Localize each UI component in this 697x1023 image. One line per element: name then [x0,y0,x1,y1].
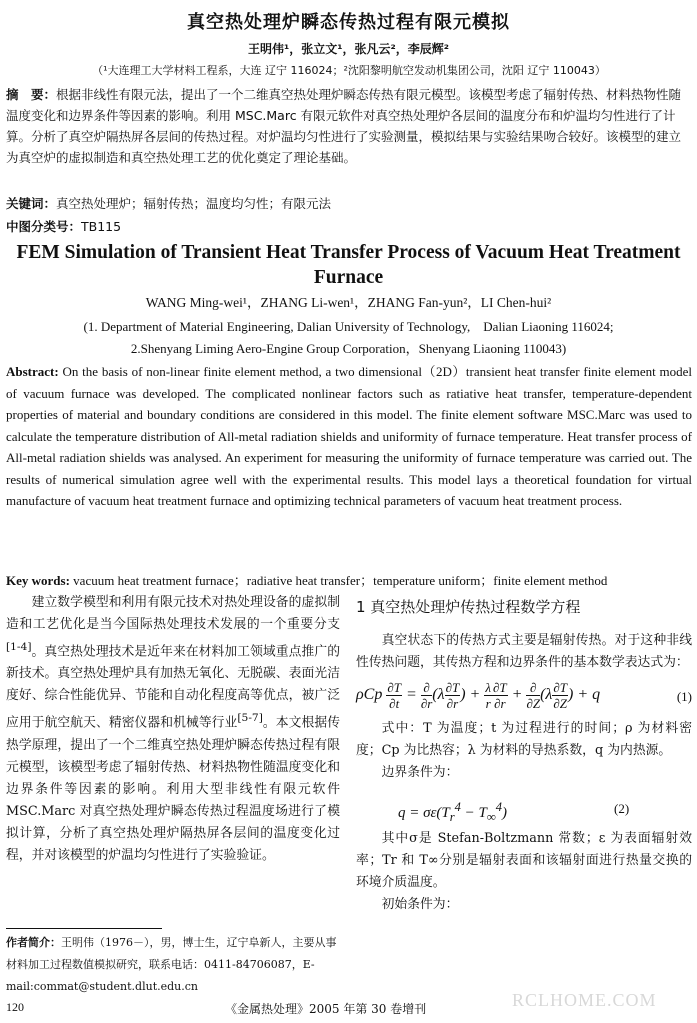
paragraph-1: 真空状态下的传热方式主要是辐射传热。对于这种非线性传热问题，其传热方程和边界条件的基本数学表达式为： [356,633,692,670]
classification-label: 中图分类号： [6,219,82,234]
abstract-en-label: Abstract: [6,364,59,379]
paragraph-4: 其中σ是 Stefan-Boltzmann 常数；ε 为表面辐射效率；Tr 和 T∞分别是辐射表面和该辐射面进行热量交换的环境介质温度。 [356,831,692,890]
affiliation-en-line-1: (1. Department of Material Engineering, Dalian University of Technology, Dalian Liaoning 116024; [83,319,614,334]
abstract-cn-text: 根据非线性有限元法，提出了一个二维真空热处理炉瞬态传热有限元模型。该模型考虑了辐射传热、材料热物性随温度变化和边界条件等因素的影响。利用 MSC.Marc 有限元软件对真空热处理炉各层间的温度分布和炉温均匀性进行了计算。分析了真空炉隔热屏各层间的传热过程。对炉温均匀性进行了实验测量，模拟结果与实验结果吻合较好。该模型的建立为真空炉的虚拟制造和真空热处理工艺的优化奠定了理论基础。 [6,87,682,165]
authors-cn: 王明伟¹，张立文¹，张凡云²，李辰辉² [247,42,450,56]
footnote-label: 作者简介： [6,936,61,949]
affiliation-en [0,316,697,360]
abstract-en-text: On the basis of non-linear finite element method, a two dimensional（2D）transient heat transfer finite element model of vacuum furnace was developed. The complicated nonlinear factors such as ratiative heat transfer, temperature-dependent properties of material and boundary conditions are considered in this model. The finite element software MSC.Marc was used to calculate the temperature distribution of All-metal radiation shields and uniformity of furnace temperature. Heat transfer process of All-metal radiation shields was analysed. An experiment for measuring the uniformity of furnace temperature was carried out. The results of numerical simulation agree well with the experimental results. This model lays a theoretical foundation for virtual manufacture of vacuum heat treatment furnace and optimizing technical parameters of vacuum heat treatment process. [6,364,692,508]
page-number: 120 [6,1000,24,1014]
footnote-text: 王明伟（1976－），男，博士生，辽宁阜新人，主要从事材料加工过程数值模拟研究，联系电话：0411-84706087，E-mail:commat@student.dlut.edu.cn [6,936,337,993]
equation-1-number: (1) [676,689,692,704]
keywords-cn-text: 真空热处理炉；辐射传热；温度均匀性；有限元法 [56,196,332,211]
intro-text-c: 。本文根据传热学原理，提出了一个二维真空热处理炉瞬态传热过程有限元模型，该模型考虑了辐射传热、材料热物性随温度变化和边界条件等因素的影响。利用大型非线性有限元软件 MSC.Marc 对真空热处理炉瞬态传热过程温度场进行了模拟计算，分析了真空热处理炉隔热屏各层间的温度变化过程，并对该模型的炉温均匀性进行了实验验证。 [6,715,341,863]
body-right-column [356,596,692,916]
intro-paragraph [6,592,340,867]
affiliation-en-line-2: 2.Shenyang Liming Aero-Engine Group Corporation，Shenyang Liaoning 110043) [130,341,567,356]
citation-1: [1-4] [6,640,32,653]
abstract-cn [6,84,692,168]
equation-1: ρCp $\frac{\partial T}{\partial t}$ = $\frac{\partial}{\partial r}$ (λ $\frac{\partial T}{\partial r}$ ) + $\frac{\lambda}{r}$ $\frac{\partial T}{\partial r}$ + $\frac{\partial}{\partial Z}$ (λ $\frac{\partial T}{\partial Z}$ ) + q (1) [356,680,692,711]
keywords-en-text: vacuum heat treatment furnace；radiative heat transfer；temperature uniform；finite element method [73,573,608,588]
authors-en: WANG Ming-wei¹，ZHANG Li-wen¹，ZHANG Fan-yun²，LI Chen-hui² [145,295,552,310]
equation-2: $q = \sigma\varepsilon(T_r^4 - T_\infty^4)$ (2) [398,800,630,824]
intro-text-b: 。真空热处理技术是近年来在材料加工领域重点推广的新技术。真空热处理炉具有加热无氧化、无脱碳、表面光洁度好、综合性能优异、节能和自动化程度高等优点，被广泛应用于航空航天、精密仪器和机械等行业 [6,644,340,731]
affiliation-cn: （¹大连理工大学材料工程系，大连 辽宁 116024；²沈阳黎明航空发动机集团公司，沈阳 辽宁 110043） [92,64,606,77]
keywords-cn-label: 关键词： [6,196,57,211]
keywords-en-label: Key words: [6,573,70,588]
abstract-en [6,361,692,512]
page-title-en: FEM Simulation of Transient Heat Transfer Process of Vacuum Heat Treatment Furnace [16,242,681,288]
citation-2: [5-7] [237,711,263,725]
section-heading: 1 真空热处理炉传热过程数学方程 [356,598,581,616]
paragraph-3: 边界条件为： [381,765,459,780]
watermark: RCLHOME.COM [512,990,657,1010]
classification-cn [6,217,692,235]
intro-text-a: 建立数学模型和利用有限元技术对热处理设备的虚拟制造和工艺优化是当今国际热处理技术发展的一个重要分支 [6,595,340,632]
keywords-cn [6,194,692,212]
footnote-divider [6,928,162,929]
paragraph-2: 式中：T 为温度；t 为过程进行的时间；ρ 为材料密度；Cp 为比热容；λ 为材料的导热系数，q 为内热源。 [356,721,692,758]
equation-2-number: (2) [614,801,630,816]
journal-citation: 《金属热处理》2005 年第 30 卷增刊 [225,1002,427,1016]
author-footnote [6,932,340,998]
page-title-cn: 真空热处理炉瞬态传热过程有限元模拟 [187,12,510,33]
paragraph-5: 初始条件为： [381,897,459,912]
classification-value: TB115 [81,219,122,234]
abstract-cn-label: 摘 要： [6,87,57,102]
body-left-column [6,592,340,867]
keywords-en [6,570,696,589]
